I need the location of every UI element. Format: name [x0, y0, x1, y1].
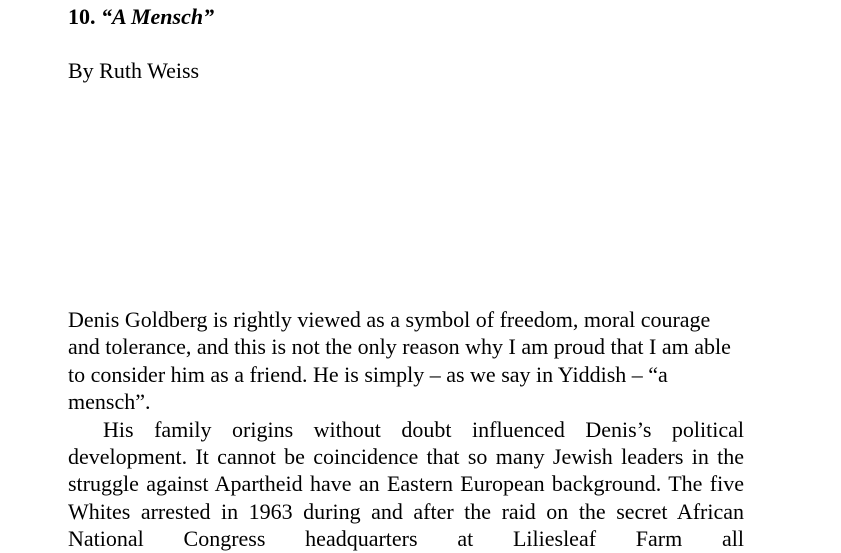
paragraph: Denis Goldberg is rightly viewed as a symbol of freedom, moral courage and tolerance, and this is not the only reason why I am proud that I am able to consider him as a friend. He is simply – as we say in Yiddish – “a mensch”. [68, 307, 731, 415]
chapter-number: 10. [68, 4, 96, 29]
chapter-title: “A Mensch” [101, 4, 215, 29]
paragraph: His family origins without doubt influenced Denis’s political development. It cannot be coincidence that so many Jewish leaders in the struggle against Apartheid have an Eastern European background. The five Whites arrested in 1963 during and after the raid on the secret African National Congress headquarters at Liliesleaf Farm all [68, 416, 744, 552]
body-text [68, 306, 744, 553]
author-byline: By Ruth Weiss [68, 58, 200, 83]
chapter-heading [68, 4, 214, 30]
